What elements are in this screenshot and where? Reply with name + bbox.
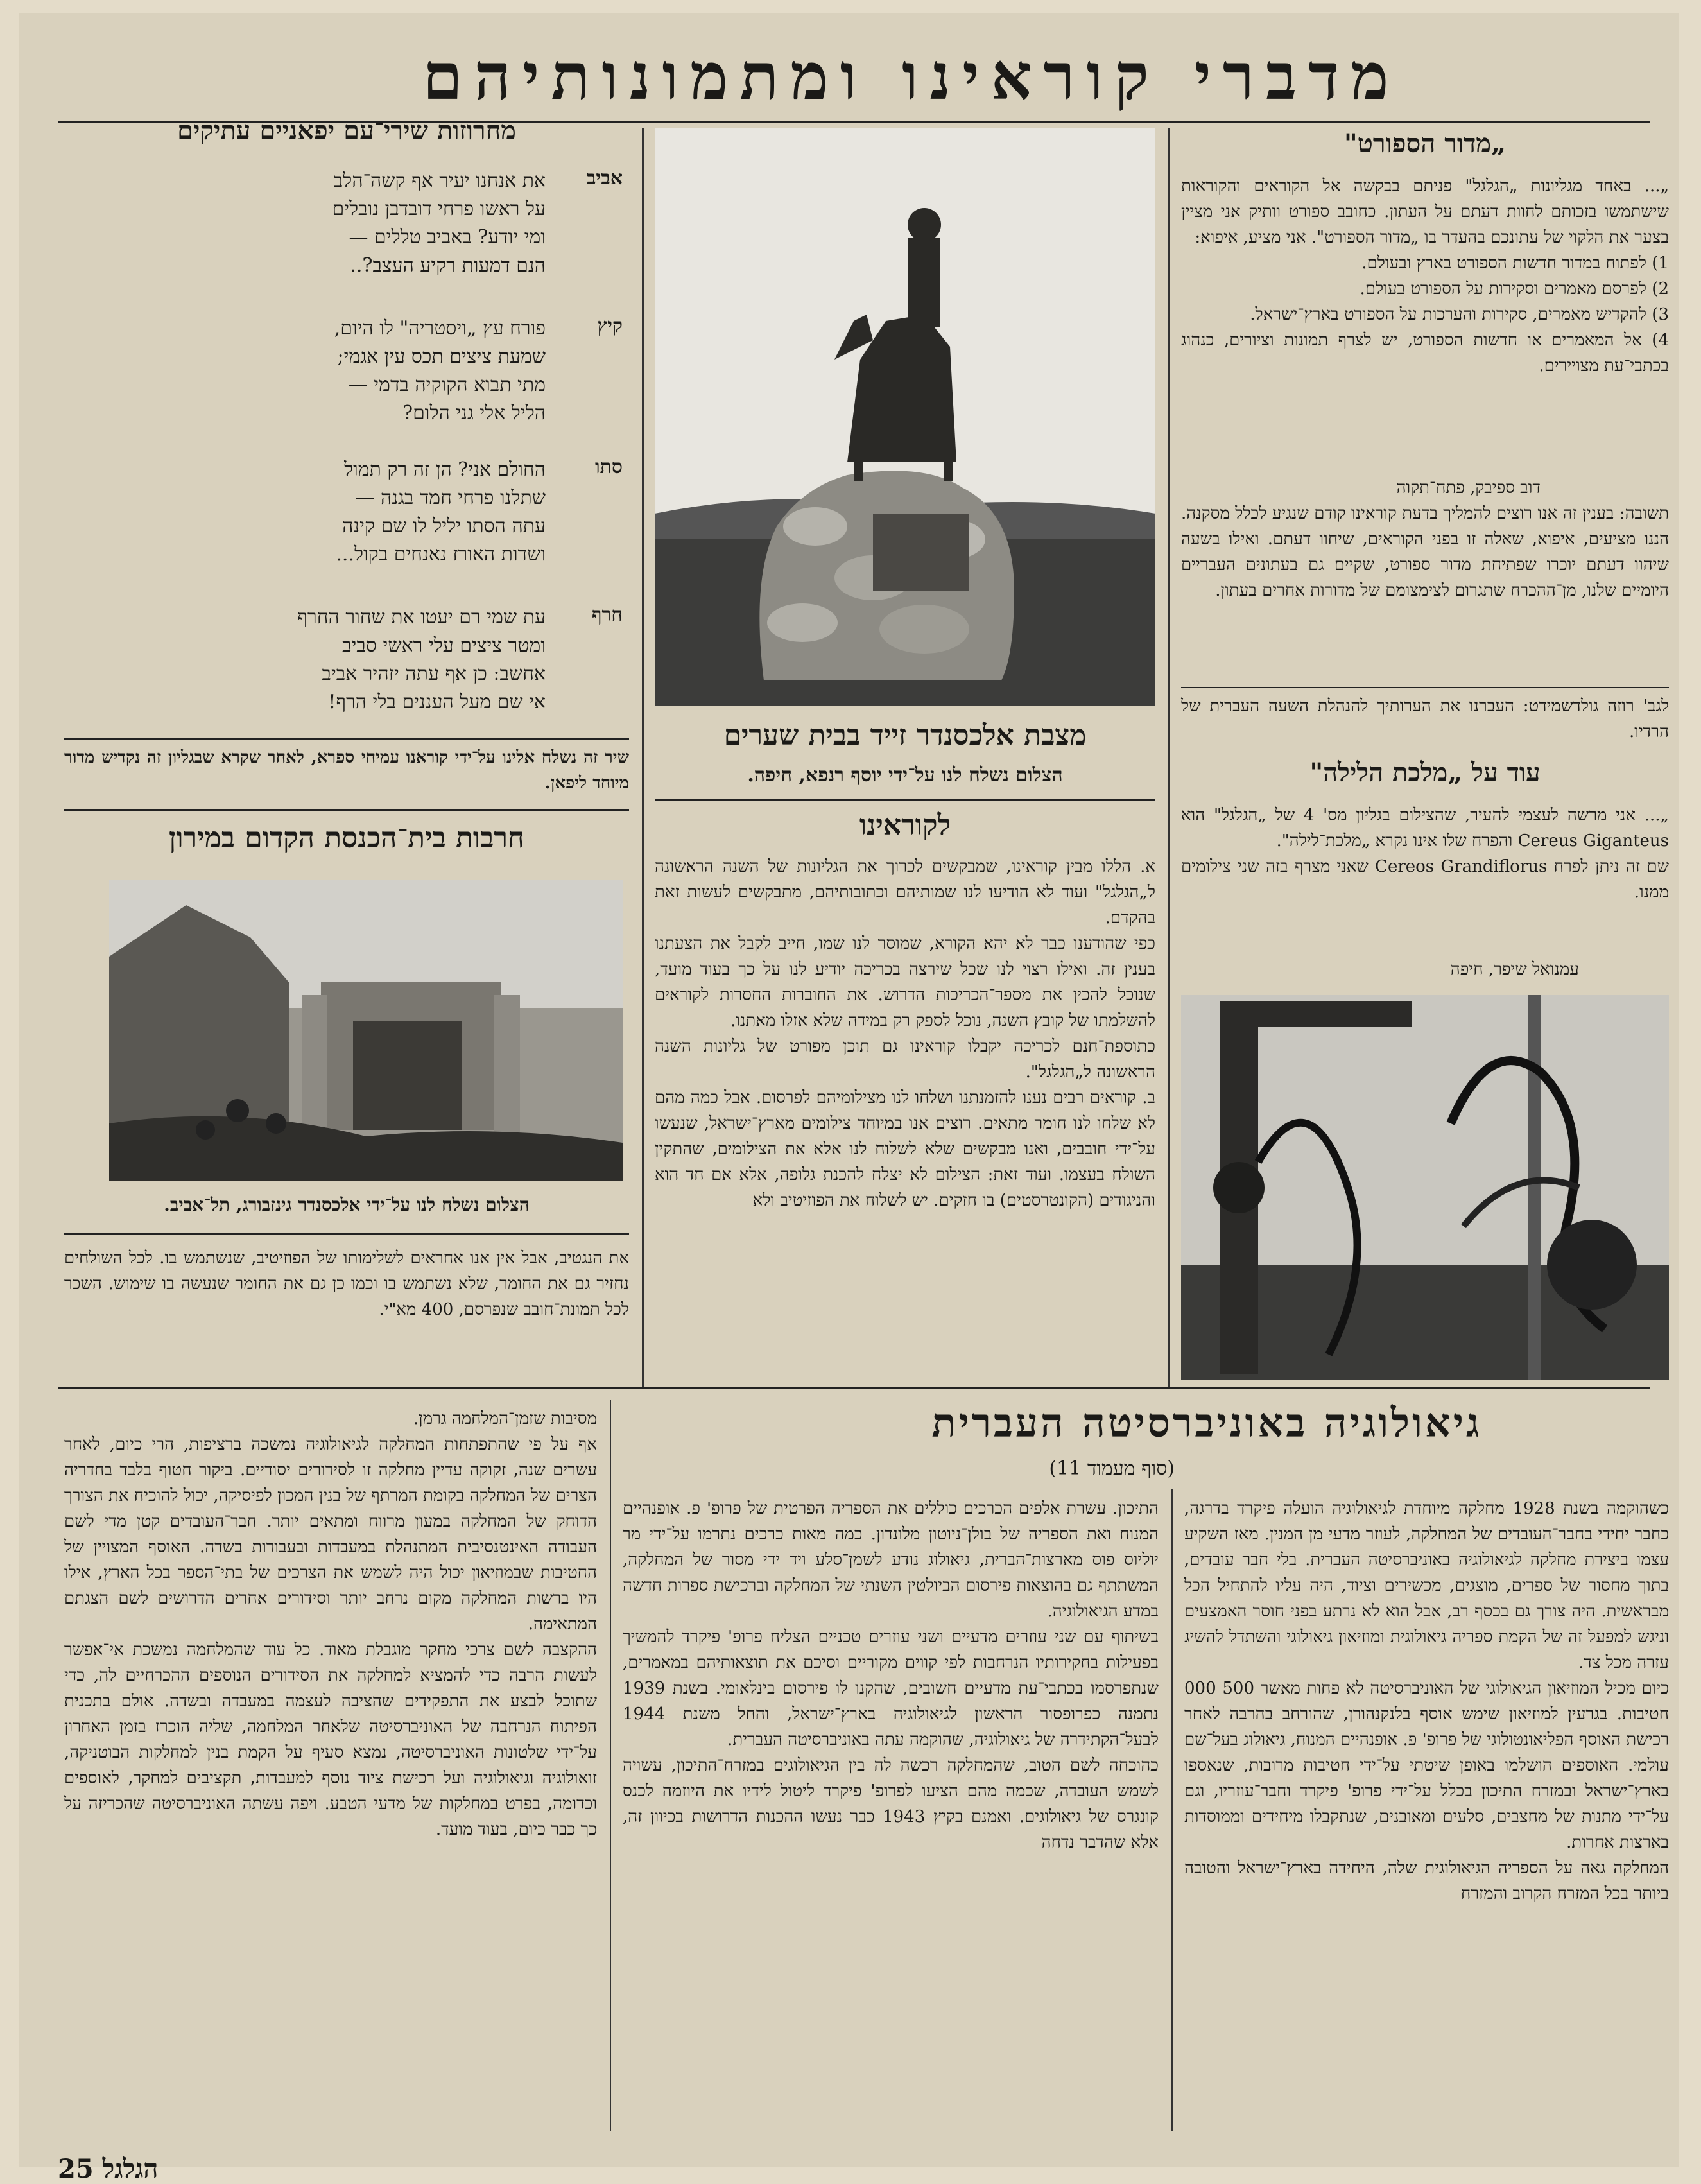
radio-note: לגב' רוזה גולדשמידט: העברנו את הערותיך להנהלת השעה העברית של הרדיו. xyxy=(1181,697,1669,741)
column-divider xyxy=(1168,128,1170,1387)
section-rule xyxy=(64,738,629,740)
cactus-photo xyxy=(1181,995,1669,1380)
monument-photo xyxy=(655,128,1155,706)
monument-caption: מצבת אלכסנדר זייד בבית שערים xyxy=(723,719,1087,752)
poem-title: מחרוזות שירי־עם יפאניים עתיקים xyxy=(177,116,516,146)
meron-photo xyxy=(109,880,623,1181)
poem-stanza: עת שמי רם יעטו את שחור החרף ומטר ציצים עלי ראשי סביב אחשב: כן אף עתה יזהיר אביב אי שם מעל העננים בלי הרף! xyxy=(297,606,546,713)
poem-stanza: החולם אני? הן זה רק תמול שתלנו פרחי חמד בגנה — עתה הסתו יליל לו שם קינה ושדות האורז נאנחים בקול... xyxy=(336,458,546,566)
meron-credit: הצלום נשלח לנו על־ידי אלכסנדר גינזבורג, תל־אביב. xyxy=(164,1194,530,1215)
geology-subtitle: (סוף מעמוד 11) xyxy=(1049,1457,1175,1480)
geology-column-1: כשהוקמה בשנת 1928 מחלקה מיוחדת לגיאולוגיה הועלה פיקרד בדרגה, כחבר יחידי בחבר־העובדים של המחלקה, לעוזר מדעי מן המנין. מאז השקיע עצמו ביצירת מחלקה לגיאולוגיה באוניברסיטה העברית. בלי חבר עובדים, בתוך מחסור של ספרים, מוצגים, מכשירים וציוד, היה עליו להתחיל הכל מבראשית. היה צורך גם בכסף רב, אבל הוא לא נרתע בפני חוסר האמצעים וניגש למפעל זה של הקמת ספריה גיאולוגית ומוזיאון גיאולוגי והשתדל להשיג עזרה מכל צד. כיום מכיל המוזיאון הגיאולוגי של האוניברסיטה לא פחות מאשר 500 000 חטיבות. בגרעין למוזיאון שימש אוסף בלנקנהורן, שהורחב בהרבה לאחר רכישת האוסף הפליאונטולוגי של פרופ' פ. אופנהיים המנוח, גיאולוג בעל־שם עולמי. האוספים הושלמו באופן שיטתי על־ידי חטיבות מרובות, שנאספו בארץ־ישראל ובמזרח התיכון בכלל על־ידי פרופ' פיקרד וחבר־עוזריו, וגם על־ידי מתנות של מחצבים, סלעים ומאובנים, שנתקבלו מיחידים וממוסדות בארצות אחרות. המחלקה גאה על הספריה הגיאולוגית שלה, היחידה בארץ־ישראל והטובה ביותר בכל המזרח הקרוב והמזרח xyxy=(1184,1499,1669,1903)
queen-signature: עמנואל שיפר, חיפה xyxy=(1450,960,1579,979)
section-rule xyxy=(64,1233,629,1235)
poem-stanza: פורח עץ „ויסטריה" לו היום, שמעת ציצים תכס עין אגמי; מתי תבוא הקוקיה בדמי — הליל אלי גני הלום? xyxy=(334,317,546,424)
readers-continued: את הנגטיב, אבל אין אנו אחראים לשלימותו של הפוזיטיב, שנשתמש בו. לכל השולחים נחזיר גם את החומר, שלא נשתמש בו וכמו כן גם את החומר שנעשה בו שימוש. השכר לכל תמונת־חובב שנפרסם, 400 מא"י. xyxy=(64,1249,629,1319)
poem-stanza-label: קיץ xyxy=(597,315,623,337)
page-masthead: מדברי קוראינו ומתמונותיהם xyxy=(422,39,1401,114)
column-divider xyxy=(1171,1489,1173,2131)
monument-credit: הצלום נשלח לנו על־ידי יוסף רנפא, חיפה. xyxy=(747,764,1063,786)
page-footer: הגלגל 25 xyxy=(58,2154,159,2184)
queen-title: עוד על „מלכת הלילה" xyxy=(1309,758,1541,788)
page xyxy=(19,13,1679,2184)
sport-letter: „... באחד מגליונות „הגלגל" פניתם בבקשה אל הקוראים והקוראות שישתמשו בזכותם לחוות דעתם על העתון. כחובב ספורט וותיק אני מציין בצער את הלקוי של עתונכם בהעדר בו „מדור הספורט". אני מציע, איפוא: 1) לפתוח במדור חדשות הספורט בארץ ובעולם. 2) לפרסם מאמרים וסקירות על הספורט בעולם. 3) להקדיש מאמרים, סקירות והערכות על הספורט בארץ־ישראל. 4) אל המאמרים או חדשות הספורט, יש לצרף תמונות וציורים, כנהוג בכתבי־עת מצויירים. xyxy=(1181,177,1669,376)
section-rule xyxy=(655,799,1155,801)
readers-title: לקוראינו xyxy=(859,809,951,842)
queen-letter: „... אני מרשה לעצמי להעיר, שהצילום בגליון מס' 4 של „הגלגל" הוא Cereus Giganteus והפרח שלו אינו נקרא „מלכת־לילה". שם זה ניתן לפרח Cereos Grandiflorus שאני מצרף בזה שני צילומים ממנו. xyxy=(1181,806,1669,902)
section-rule xyxy=(1181,687,1669,688)
poem-stanza-label: חרף xyxy=(591,603,623,626)
column-divider xyxy=(642,128,644,1387)
poem-stanza: את אנחנו יעיר אף קשה־הלב על ראשו פרחי דובדבן נובלים ומי יודע? באביב טללים — הנם דמעות רקיע העצב?.. xyxy=(332,169,546,277)
sport-answer: תשובה: בענין זה אנו רוצים להמליך בדעת קוראינו קודם שנגיע לכלל מסקנה. הננו מציעים, איפוא, שאלה זו בפני הקוראים, שיחוו דעתם. ואילו בשעה שיהוו דעתם יוכרו שפתיחת מדור ספורט, שקיים גם בעתונים העבריים היומיים שלנו, מן־ההכרח שתגרום לצימצומם של מדורות אחרים בעתון. xyxy=(1181,504,1669,600)
geology-column-2: התיכון. עשרת אלפים הכרכים כוללים את הספריה הפרטית של פרופ' פ. אופנהיים המנוח ואת הספריה של בולן־ניוטון מלונדון. כמה מאות כרכים נתרמו על־ידי מר יוליוס פוס מארצות־הברית, גיאולוג נודע לשמן־סלע ויד ידי מסור של המחלקה, המשתתף גם בהוצאות פירסום הביולטין השנתי של המחלקה וברכישת ספרות חדשה במדע הגיאולוגיה. בשיתוף עם שני עוזרים מדעיים ושני עוזרים טכניים הצליח פרופ' פיקרד להמשיך בפעילות בחקירותיו הנרחבות לפי קווים מקוריים וסיכם את תוצאותיהם במאמרים, שנתפרסמו בכתבי־עת מדעיים חשובים, שהקנו לו פירסום בינלאומי. בשנת 1939 נתמנה כפרופסור הראשון לגיאולוגיה בארץ־ישראל, והחל משנת 1944 לבעל־הקתידרה של גיאולוגיה, שהוקמה עתה באוניברסיטה העברית. כהוכחה לשם הטוב, שהמחלקה רכשה לה בין הגיאולוגים במזרח־התיכון, עשויה לשמש העובדה, שכמה מהם הציעו לפרופ' פיקרד ליטול לידיו את היוזמה לכנס קונגרס של גיאולוגים. ואמנם בקיץ 1943 כבר נעשו ההכנות הדרושות בכיוון זה, אלא שהדבר נדחה xyxy=(623,1499,1159,1852)
geology-rule xyxy=(58,1387,1650,1389)
geology-column-3: מסיבות שזמן־המלחמה גרמן. אף על פי שהתפתחות המחלקה לגיאולוגיה נמשכה ברציפות, הרי כיום, לאחר עשרים שנה, זקוקה עדיין מחלקה זו לסידורים יסודיים. ביקור חטוף בלבד בחדריה הצרים של המחלקה בקומת המרתף של בנין המכון לפיסיקה, יכול להוכיח את הצורך הדוחק של המחלקה במעון מרווח ומתאים יותר. חבר־העובדים קטן מדי לשם העבודה האינטנסיבית המתנהלת במעבדות ובעבודות בשדה. האוסף המצויין של החטיבות שבמוזיאון יכול היה לשמש את הצרכים של בתי־הספר בכל הארץ, אילו היו ברשות המחלקה מקום נרחב יותר וסידורים אחרים הדרושים לשם הצגתם המתאימה. ההקצבה לשם צרכי מחקר מוגבלת מאוד. כל עוד שהמלחמה נמשכת אי־אפשר לעשות הרבה כדי להמציא למחלקה את הסידורים הנוספים ההכרחיים לה, כדי שתוכל לבצע את התפקידים שהציבה לעצמה במעבדה ובשדה. אולם בתכנית הפיתוח הנרחבה של האוניברסיטה שלאחר המלחמה, שליה הוכרז בזמן האחרון על־ידי שלטונות האוניברסיטה, נמצא סעיף על הקמת בנין למחלקות הבוטניקה, זואולוגיה וגיאולוגיה ועל רכישת ציוד נוסף למעבדות, תקציבים למחקר, לאוספים וכדומה, בפרט במחלקות של מדעי הטבע. ויפה עשתה האוניברסיטה שהכריזה על כך כבר כיום, בעוד מועד. xyxy=(64,1409,598,1839)
meron-title: חרבות בית־הכנסת הקדום במירון xyxy=(169,822,524,854)
poem-stanza-label: סתו xyxy=(594,456,623,478)
sport-title: „מדור הספורט" xyxy=(1343,128,1507,159)
sport-signature: דוב ספיבק, פתח־תקוה xyxy=(1396,478,1541,498)
poem-stanza-label: אביב xyxy=(586,167,623,189)
section-rule xyxy=(64,809,629,811)
geology-title: גיאולוגיה באוניברסיטה העברית xyxy=(931,1400,1482,1446)
readers-body: א. הללו מבין קוראינו, שמבקשים לכרוך את הגליונות של השנה הראשונה ל„הגלגל" ועוד לא הודיעו לנו שמותיהם וכתובותיהם, מתבקשים לעשות זאת בהקדם. כפי שהודענו כבר לא יהא הקורא, שמוסר לנו שמו, חייב לקבל את הצעתנו בענין זה. ואילו רצוי לנו שכל שירצה בכריכה יודיע לנו על כך בעוד מועד, שנוכל להכין את מספר־הכריכות הדרוש. את החוברות החסרות לקוראים להשלמתו של קובץ השנה, נוכל לספק רק במידה שלא אזלו מאתנו. כתוספת־חנם לכריכה יקבלו קוראינו גם תוכן מפורט של גליונות השנה הראשונה ל„הגלגל". ב. קוראים רבים נענו להזמנתנו ושלחו לנו מצילומיהם לפרסום. אבל כמה מהם לא שלחו לנו חומר מתאים. רוצים אנו במיוחד צילומים מארץ־ישראל, שנעשו על־ידי חובבים, ואנו מבקשים שלא לשלוח לנו אלא את הצילומים, שהתקין השולח בעצמו. ועוד זאת: הצילום לא יצלח להכנת גלופה, אלא אם חד הוא והניגודים (הקונטרסטים) בו חזקים. יש לשלוח את הפוזיטיב ולא xyxy=(655,857,1155,1210)
poem-note: שיר זה נשלח אלינו על־ידי קוראנו עמיחי ספרא, לאחר שקרא שבגליון זה נקדיש מדור מיוחד ליפאן. xyxy=(64,748,630,793)
column-divider xyxy=(610,1400,611,2131)
